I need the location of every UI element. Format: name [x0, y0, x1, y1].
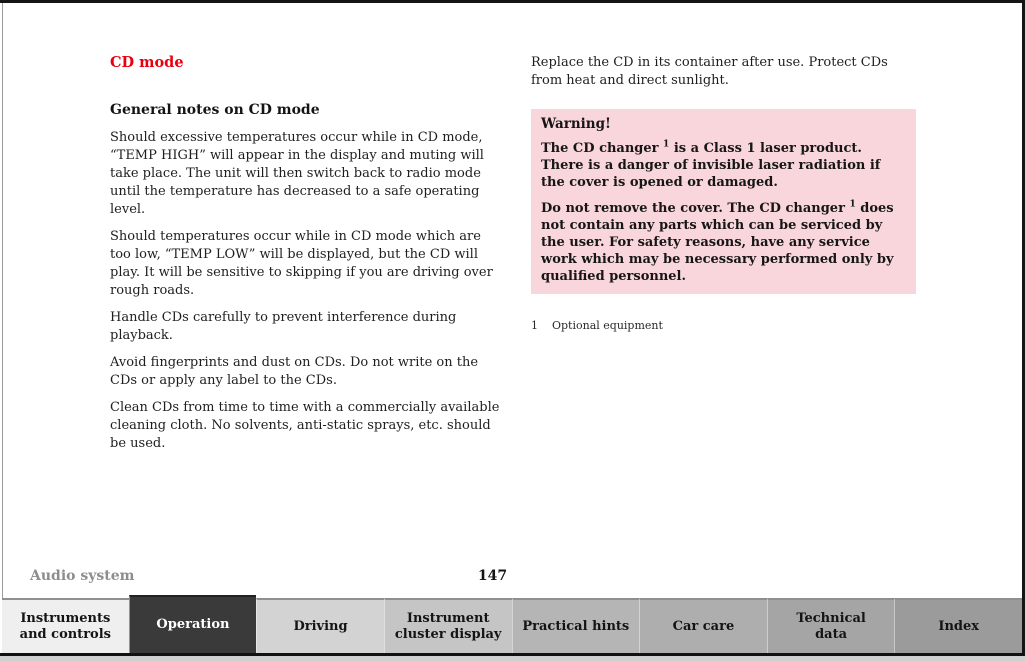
- tab-label: and controls: [19, 626, 111, 642]
- window-frame-top: [0, 0, 1025, 3]
- tab-label: Driving: [293, 618, 348, 634]
- window-frame-bottom: [0, 656, 1025, 661]
- right-column: [531, 54, 916, 343]
- tab-label: Practical hints: [522, 618, 630, 634]
- tab-label: data: [815, 626, 848, 642]
- tab-practical-hints[interactable]: [512, 598, 640, 653]
- footnote-reference: 1: [849, 199, 856, 210]
- paragraph: Should excessive temperatures occur while in CD mode, “TEMP HIGH” will appear in the display and muting will take place. The unit will then switch back to radio mode until the temperature has decreased to a safe operating level.: [110, 130, 484, 217]
- window-frame-left: [2, 3, 3, 653]
- warning-paragraph: The CD changer $^1$ is a Class 1 laser product. There is a danger of invisible laser radiation if the cover is opened or damaged.: [541, 139, 881, 190]
- footnote-reference: 1: [663, 139, 670, 150]
- warning-paragraphs: [541, 140, 906, 285]
- tab-label: Operation: [156, 617, 230, 632]
- warning-paragraph: Do not remove the cover. The CD changer $^1$ does not contain any parts which can be serviced by the user. For safety reasons, have any service work which may be necessary performed only by qualified personnel.: [541, 199, 894, 284]
- tab-label: Index: [938, 618, 980, 634]
- tab-operation[interactable]: [129, 595, 257, 653]
- section-heading: CD mode: [110, 54, 184, 71]
- tab-index[interactable]: [894, 598, 1022, 653]
- page-number: 147: [477, 568, 508, 584]
- footnote: [531, 319, 916, 332]
- left-column: [110, 54, 502, 462]
- paragraph: Clean CDs from time to time with a commercially available cleaning cloth. No solvents, anti-static sprays, etc. should be used.: [110, 400, 500, 451]
- tab-driving[interactable]: [256, 598, 384, 653]
- footer-section-title: Audio system: [30, 568, 135, 584]
- tab-technical-data[interactable]: [767, 598, 895, 653]
- bottom-tab-bar: [2, 598, 1022, 653]
- tab-label: Instrument: [406, 610, 490, 626]
- paragraph: Handle CDs carefully to prevent interference during playback.: [110, 310, 457, 343]
- tab-instrument-cluster-display[interactable]: [384, 598, 512, 653]
- intro-paragraph: Replace the CD in its container after use. Protect CDs from heat and direct sunlight.: [531, 55, 888, 88]
- tab-label: cluster display: [394, 626, 502, 642]
- tab-label: Car care: [672, 618, 735, 634]
- subsection-heading: General notes on CD mode: [110, 102, 320, 118]
- left-column-paragraphs: [110, 129, 502, 453]
- tab-label: Instruments: [20, 610, 111, 626]
- paragraph: Should temperatures occur while in CD mode which are too low, “TEMP LOW” will be displayed, but the CD will play. It will be sensitive to skipping if you are driving over rough roads.: [110, 229, 493, 298]
- warning-box: [531, 109, 916, 294]
- page-footer: [0, 568, 1025, 588]
- paragraph: Avoid fingerprints and dust on CDs. Do not write on the CDs or apply any label to the CDs.: [110, 355, 479, 388]
- tab-instruments-and-controls[interactable]: [2, 598, 129, 653]
- warning-title: Warning!: [541, 116, 611, 132]
- footnote-number: 1: [531, 319, 538, 332]
- tab-car-care[interactable]: [639, 598, 767, 653]
- footnote-text: Optional equipment: [552, 319, 663, 332]
- tab-label: Technical: [796, 610, 866, 626]
